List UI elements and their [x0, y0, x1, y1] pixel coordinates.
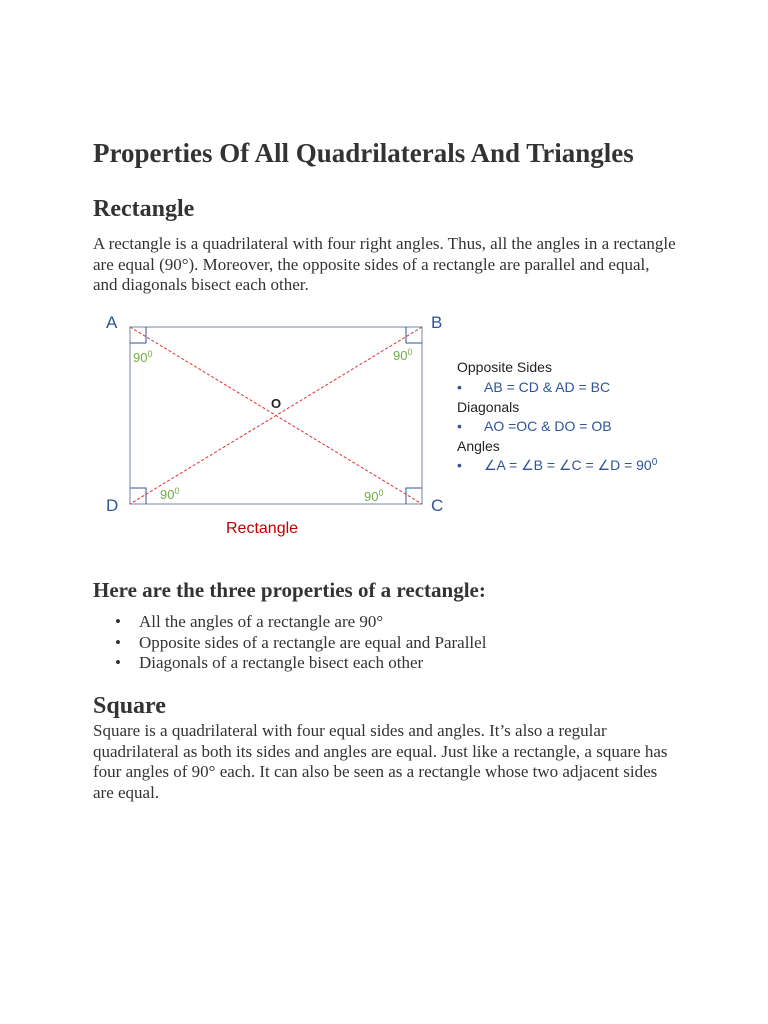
opposite-sides-value: AB = CD & AD = BC — [484, 379, 611, 395]
list-item-text: All the angles of a rectangle are 90° — [139, 612, 384, 631]
bullet-icon: • — [115, 632, 121, 652]
square-paragraph: Square is a quadrilateral with four equal sides and angles. It’s also a regular quadrilateral as both its sides and angles are equal. Just like a rectangle, a square has four angles of 90° each. It can also be seen as a rectangle whose two adjacent sides are equal. — [93, 721, 668, 802]
list-item — [115, 632, 487, 654]
vertex-d-label: D — [106, 496, 119, 515]
vertex-a-label: A — [106, 313, 118, 332]
diagonals-value: AO =OC & DO = OB — [484, 418, 612, 434]
angle-label-b: $90^0$ — [393, 347, 413, 363]
bullet-icon: • — [115, 612, 121, 631]
angles-bullet: • — [457, 457, 462, 473]
vertex-b-label: B — [431, 313, 443, 332]
bullet-icon: • — [115, 653, 121, 672]
angle-label-d: $90^0$ — [160, 486, 180, 502]
three-properties-heading: Here are the three properties of a rectangle: — [93, 578, 486, 602]
list-item-text: Diagonals of a rectangle bisect each other — [139, 653, 424, 672]
three-properties-list — [93, 612, 486, 674]
angle-label-c: $90^0$ — [364, 488, 384, 504]
center-o-label: O — [271, 396, 282, 411]
list-item-text: Opposite sides of a rectangle are equal and Parallel — [139, 632, 487, 652]
list-item — [115, 653, 486, 674]
rectangle-heading: Rectangle — [93, 196, 195, 222]
rectangle-figure — [98, 305, 678, 545]
list-item — [115, 612, 486, 633]
angle-label-a: $90^0$ — [133, 349, 153, 365]
rectangle-paragraph: A rectangle is a quadrilateral with four right angles. Thus, all the angles in a rectangle are equal (90°). Moreover, the opposite sides of a rectangle are parallel and equal, and diagonals bisect each other. — [93, 234, 676, 294]
opposite-sides-bullet: • — [457, 379, 462, 395]
page-title: Properties Of All Quadrilaterals And Triangles — [93, 138, 634, 168]
square-heading: Square — [93, 693, 166, 719]
angles-heading: Angles — [457, 438, 500, 454]
diagonals-heading: Diagonals — [457, 399, 520, 415]
angles-value: ∠A = ∠B = ∠C = ∠D = $90^0$ — [484, 457, 658, 473]
opposite-sides-heading: Opposite Sides — [457, 359, 552, 375]
figure-caption: Rectangle — [226, 520, 299, 537]
diagonals-bullet: • — [457, 418, 462, 434]
vertex-c-label: C — [431, 496, 444, 515]
